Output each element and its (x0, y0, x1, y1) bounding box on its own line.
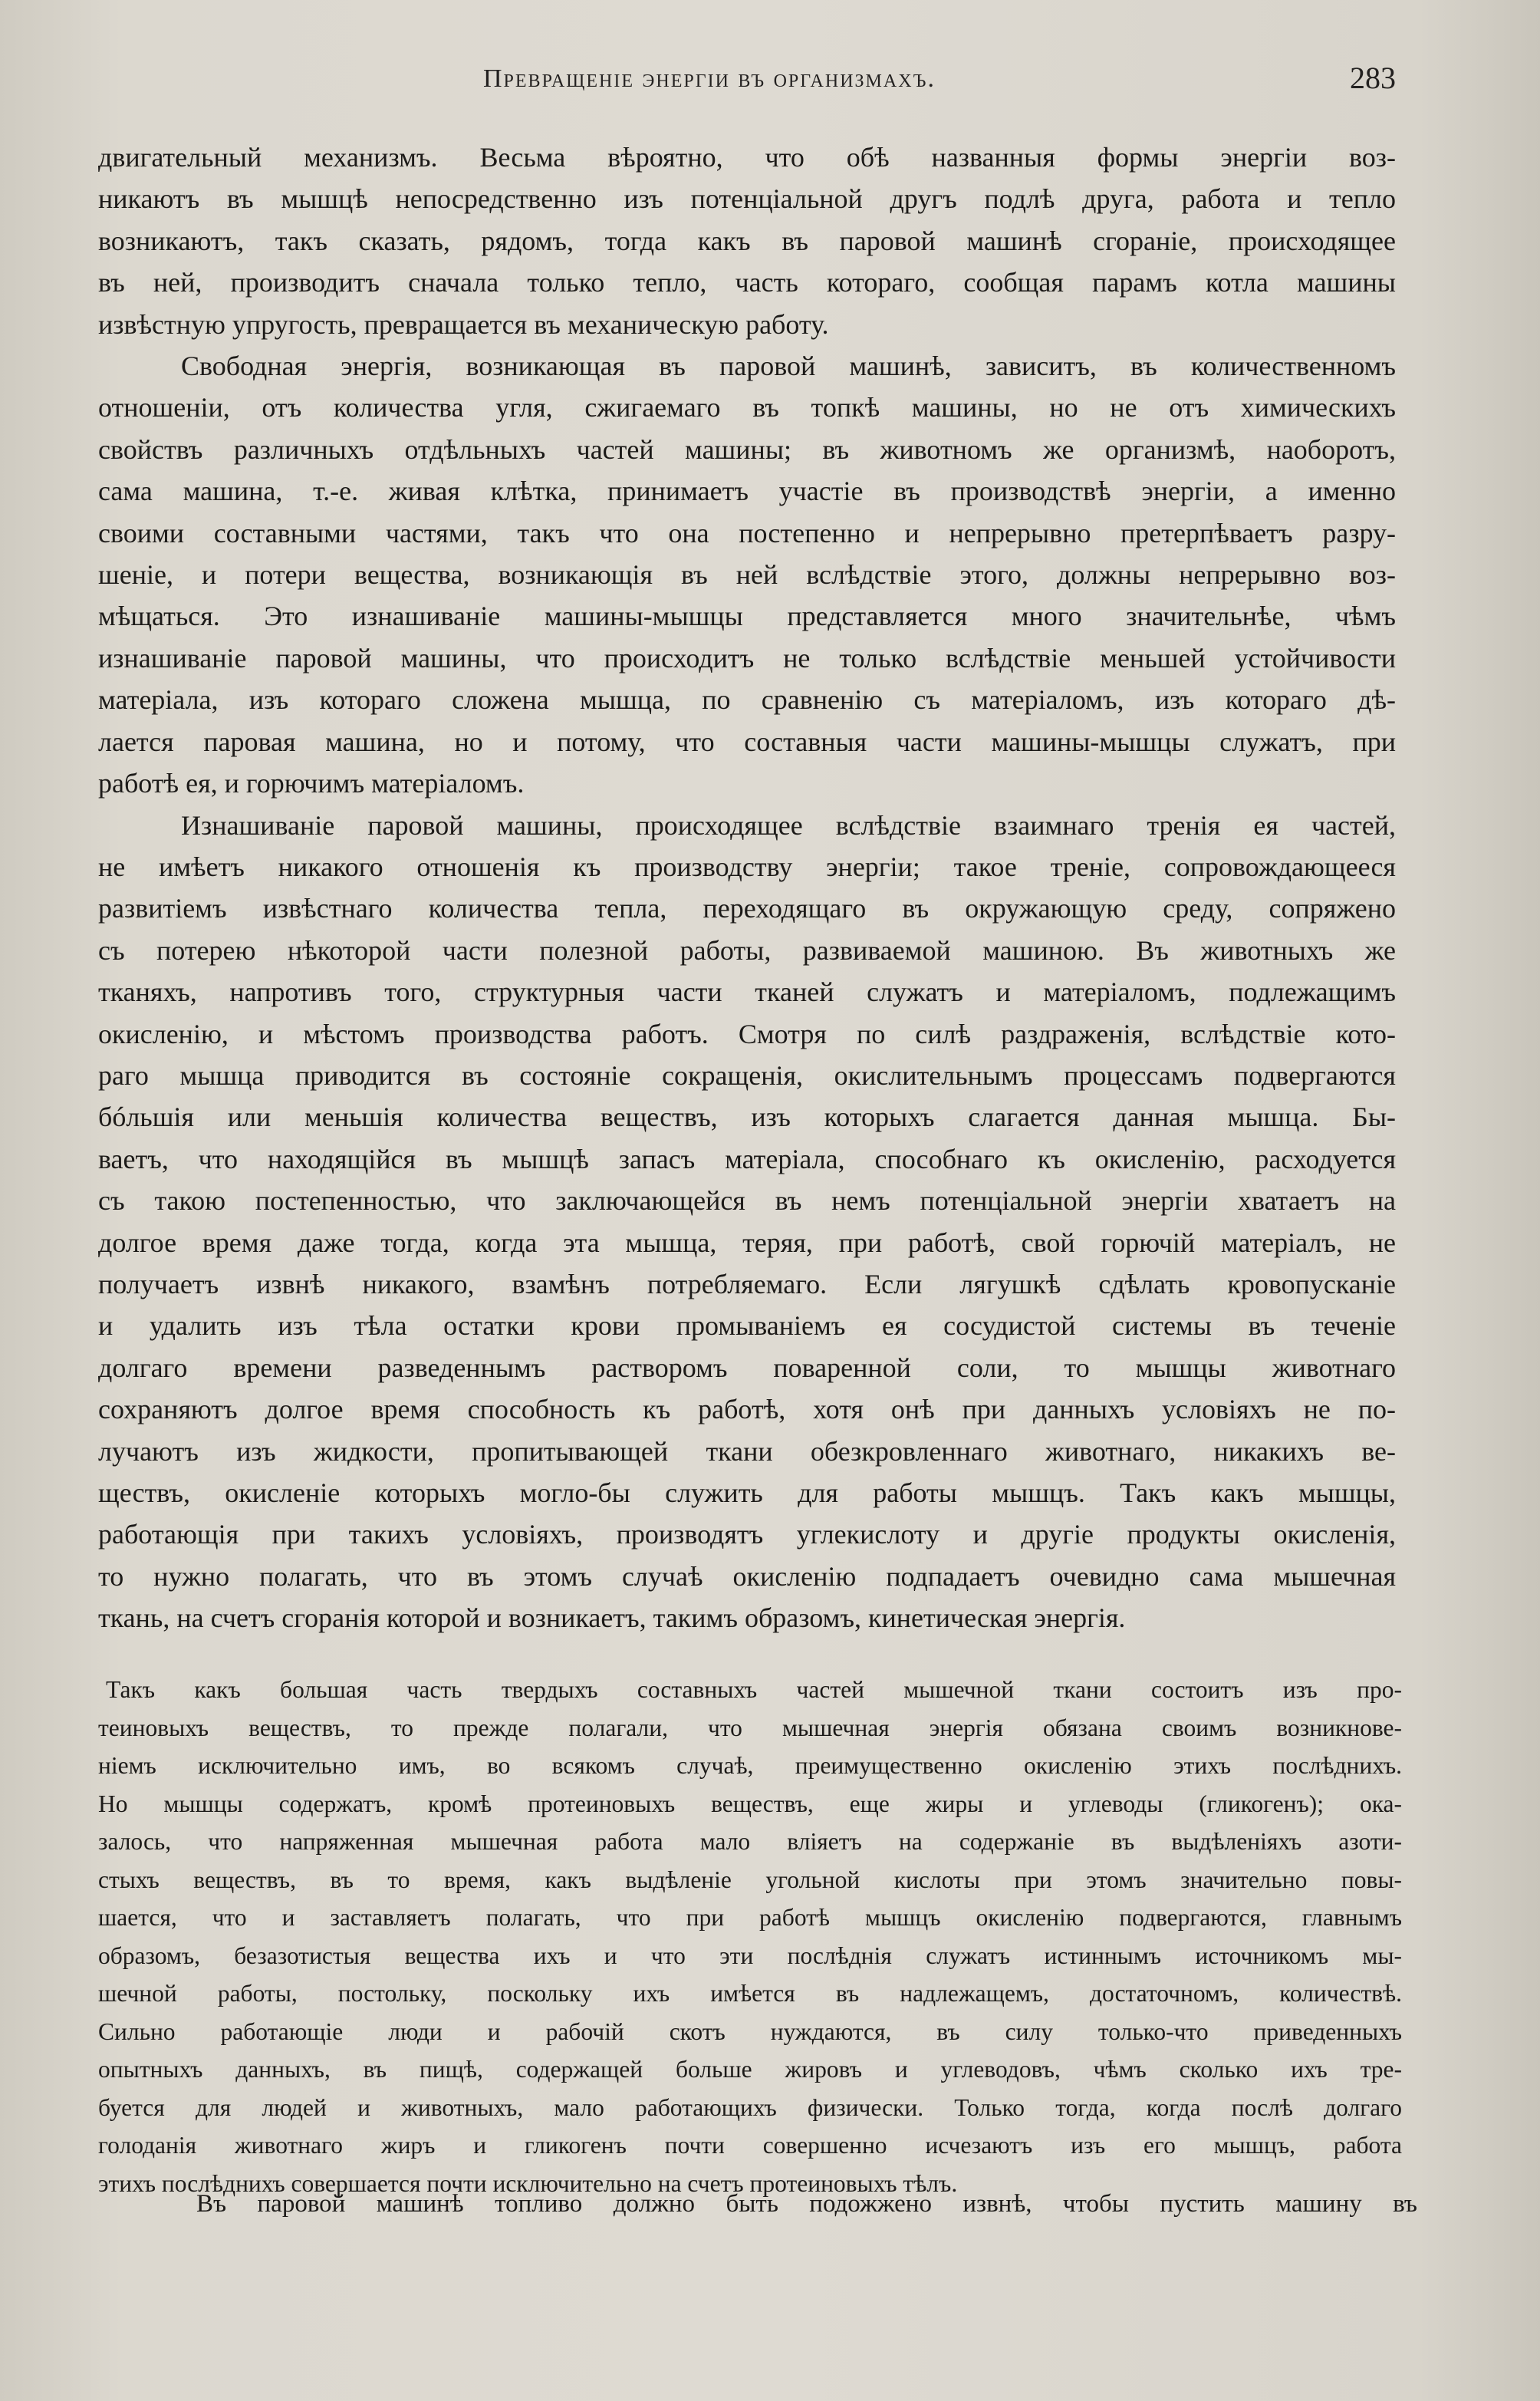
note-paragraph (98, 1671, 1402, 2202)
text-line: возникаютъ, такъ сказать, рядомъ, тогда какъ въ паровой машинѣ сгораніе, происходящее (98, 225, 1396, 256)
text-line: долгаго времени разведеннымъ растворомъ поваренной соли, то мышцы животнаго (98, 1352, 1396, 1383)
text-line: не имѣетъ никакого отношенія къ производству энергіи; такое треніе, сопровождающееся (98, 851, 1396, 882)
note-line: буется для людей и животныхъ, мало работающихъ физически. Только тогда, когда послѣ долгаго (98, 2093, 1402, 2121)
main-text (98, 137, 1396, 1639)
text-line: долгое время даже тогда, когда эта мышца, теряя, при работѣ, свой горючій матеріалъ, не (98, 1227, 1396, 1258)
text-line: Въ паровой машинѣ топливо должно быть подожжено извнѣ, чтобы пустить машину въ (196, 2190, 1417, 2218)
continuation-paragraph (98, 2185, 1417, 2223)
running-title: Превращеніе энергіи въ организмахъ. (483, 64, 936, 93)
paragraph-3 (98, 805, 1396, 1639)
note-line: голоданія животнаго жиръ и гликогенъ почти совершенно исчезаютъ изъ его мышцъ, работа (98, 2132, 1402, 2159)
note-line: шается, что и заставляетъ полагать, что при работѣ мышцъ окисленію подвергаются, главнымъ (98, 1904, 1402, 1931)
paragraph-2 (98, 345, 1396, 804)
small-print-note (98, 1671, 1402, 2202)
text-line: сама машина, т.-е. живая клѣтка, принимаетъ участіе въ производствѣ энергіи, а именно (98, 476, 1396, 507)
text-line: развитіемъ извѣстнаго количества тепла, переходящаго въ окружающую среду, сопряжено (98, 893, 1396, 924)
page-number: 283 (1350, 61, 1396, 95)
text-line: свойствъ различныхъ отдѣльныхъ частей машины; въ животномъ же организмѣ, наоборотъ, (98, 433, 1396, 465)
text-line: ществъ, окисленіе которыхъ могло-бы служить для работы мышцъ. Такъ какъ мышцы, (98, 1477, 1396, 1508)
text-line: мѣщаться. Это изнашиваніе машины-мышцы представляется много значительнѣе, чѣмъ (98, 601, 1396, 632)
text-line: получаетъ извнѣ никакого, взамѣнъ потребляемаго. Если лягушкѣ сдѣлать кровопусканіе (98, 1268, 1396, 1299)
text-line: и удалить изъ тѣла остатки крови промываніемъ ея сосудистой системы въ теченіе (98, 1310, 1396, 1342)
paragraph-1 (98, 137, 1396, 345)
continuation-text (98, 2185, 1417, 2223)
note-line: стыхъ веществъ, въ то время, какъ выдѣленіе угольной кислоты при этомъ значительно повы- (98, 1866, 1402, 1893)
text-line: работѣ ея, и горючимъ матеріаломъ. (98, 768, 525, 799)
text-line: сохраняютъ долгое время способность къ работѣ, хотя онѣ при данныхъ условіяхъ не по- (98, 1394, 1396, 1425)
note-line: опытныхъ данныхъ, въ пищѣ, содержащей больше жировъ и углеводовъ, чѣмъ сколько ихъ тре- (98, 2056, 1402, 2083)
note-line: теиновыхъ веществъ, то прежде полагали, что мышечная энергія обязана своимъ возникнове- (98, 1714, 1402, 1741)
text-line: отношеніи, отъ количества угля, сжигаемаго въ топкѣ машины, но не отъ химическихъ (98, 392, 1396, 423)
note-line: Сильно работающіе люди и рабочій скотъ нуждаются, въ силу только-что приведенныхъ (98, 2017, 1402, 2045)
text-line: окисленію, и мѣстомъ производства работъ. Смотря по силѣ раздраженія, вслѣдствіе кото- (98, 1018, 1396, 1049)
text-line: своими составными частями, такъ что она постепенно и непрерывно претерпѣваетъ разру- (98, 517, 1396, 548)
text-line: работающія при такихъ условіяхъ, производятъ углекислоту и другіе продукты окисленія, (98, 1519, 1396, 1550)
note-line: этихъ послѣднихъ совершается почти исключительно на счетъ протеиновыхъ тѣлъ. (98, 2169, 958, 2197)
text-line: изнашиваніе паровой машины, что происходитъ не только вслѣдствіе меньшей устойчивости (98, 642, 1396, 674)
text-line: Изнашиваніе паровой машины, происходящее вслѣдствіе взаимнаго тренія ея частей, (181, 809, 1396, 841)
note-line: Такъ какъ большая часть твердыхъ составныхъ частей мышечной ткани состоитъ изъ про- (106, 1676, 1402, 1703)
text-line: матеріала, изъ котораго сложена мышца, по сравненію съ матеріаломъ, изъ котораго дѣ- (98, 684, 1396, 716)
text-line: бóльшія или меньшія количества веществъ, изъ которыхъ слагается данная мышца. Бы- (98, 1102, 1396, 1133)
text-line: съ такою постепенностью, что заключающейся въ немъ потенціальной энергіи хватаетъ на (98, 1185, 1396, 1217)
text-line: шеніе, и потери вещества, возникающія въ ней вслѣдствіе этого, должны непрерывно воз- (98, 559, 1396, 591)
text-line: двигательный механизмъ. Весьма вѣроятно, что обѣ названныя формы энергіи воз- (98, 142, 1396, 173)
text-line: раго мышца приводится въ состояніе сокращенія, окислительнымъ процессамъ подвергаются (98, 1059, 1396, 1091)
note-line: ніемъ исключительно имъ, во всякомъ случаѣ, преимущественно окисленію этихъ послѣднихъ. (98, 1752, 1402, 1779)
text-line: Свободная энергія, возникающая въ паровой машинѣ, зависитъ, въ количественномъ (181, 351, 1396, 382)
page-header (100, 60, 1396, 106)
note-line: Но мышцы содержатъ, кромѣ протеиновыхъ веществъ, еще жиры и углеводы (гликогенъ); ока- (98, 1790, 1402, 1817)
text-line: никаютъ въ мышцѣ непосредственно изъ потенціальной другъ подлѣ друга, работа и тепло (98, 183, 1396, 215)
text-line: въ ней, производитъ сначала только тепло, часть котораго, сообщая парамъ котла машины (98, 267, 1396, 298)
text-line: извѣстную упругость, превращается въ механическую работу. (98, 308, 829, 340)
note-line: образомъ, безазотистыя вещества ихъ и что эти послѣднія служатъ истиннымъ источникомъ мы- (98, 1942, 1402, 1969)
text-line: тканяхъ, напротивъ того, структурныя части тканей служатъ и матеріаломъ, подлежащимъ (98, 977, 1396, 1008)
text-line: лучаютъ изъ жидкости, пропитывающей ткани обезкровленнаго животнаго, никакихъ ве- (98, 1435, 1396, 1467)
note-line: шечной работы, постольку, поскольку ихъ имѣется въ надлежащемъ, достаточномъ, количествѣ. (98, 1980, 1402, 2007)
note-line: залось, что напряженная мышечная работа мало вліяетъ на содержаніе въ выдѣленіяхъ азоти- (98, 1828, 1402, 1855)
text-line: ткань, на счетъ сгоранія которой и возникаетъ, такимъ образомъ, кинетическая энергія. (98, 1602, 1126, 1634)
text-line: лается паровая машина, но и потому, что составныя части машины-мышцы служатъ, при (98, 726, 1396, 757)
text-line: съ потерею нѣкоторой части полезной работы, развиваемой машиною. Въ животныхъ же (98, 934, 1396, 966)
text-line: ваетъ, что находящійся въ мышцѣ запасъ матеріала, способнаго къ окисленію, расходуется (98, 1143, 1396, 1174)
text-line: то нужно полагать, что въ этомъ случаѣ окисленію подпадаетъ очевидно сама мышечная (98, 1560, 1396, 1592)
